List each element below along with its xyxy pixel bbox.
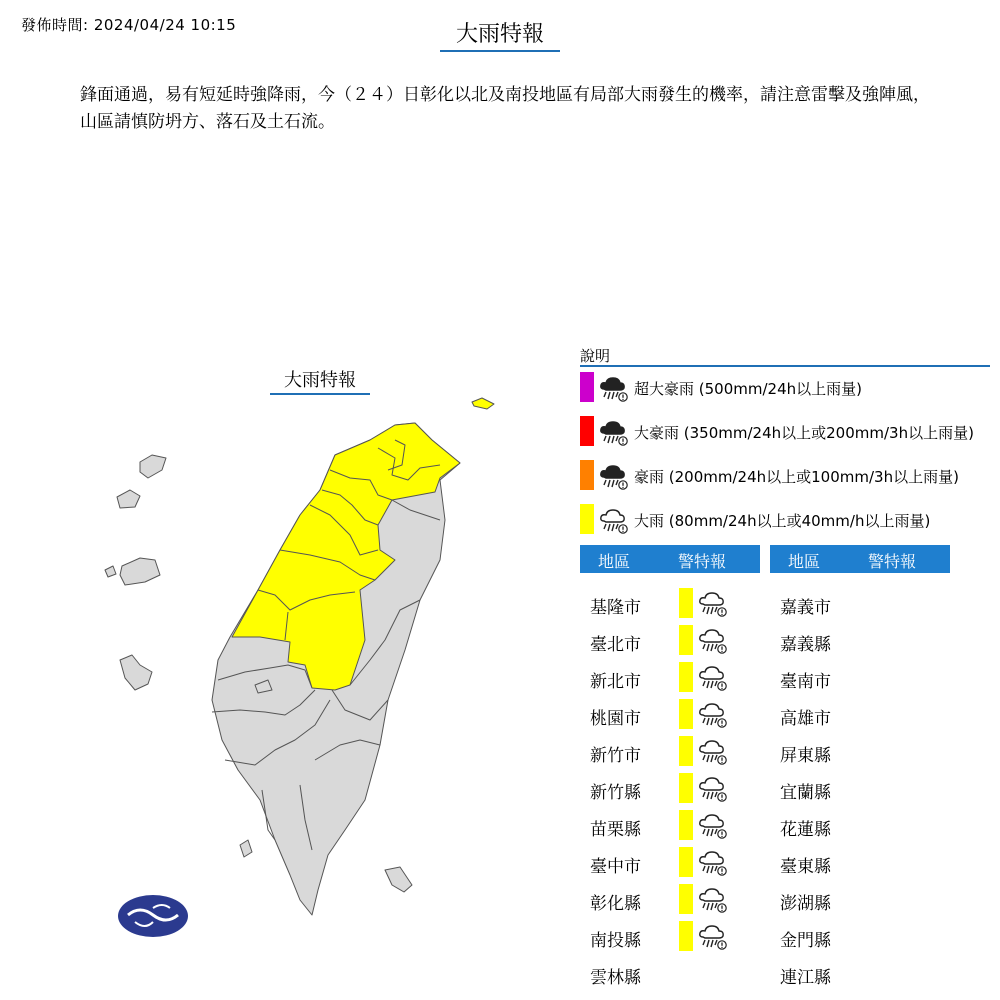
heavy-rain-icon bbox=[697, 588, 727, 618]
heavy-rain-icon bbox=[697, 662, 727, 692]
region-name: 臺東縣 bbox=[780, 857, 831, 877]
heavy-rain-icon bbox=[697, 884, 727, 914]
kinmen-islands bbox=[120, 558, 160, 585]
heavy-rain-icon bbox=[697, 736, 727, 766]
warning-level-bar bbox=[679, 810, 693, 840]
extreme-torrential-rain-icon bbox=[598, 373, 628, 403]
region-name: 臺北市 bbox=[590, 635, 641, 655]
warning-level-bar bbox=[679, 699, 693, 729]
warning-level-bar bbox=[679, 588, 693, 618]
legend-item bbox=[580, 460, 1000, 492]
warning-level-bar bbox=[679, 773, 693, 803]
heavy-rain-icon bbox=[697, 921, 727, 951]
legend-item bbox=[580, 416, 1000, 448]
extremely-heavy-rain-icon bbox=[598, 461, 628, 491]
region-name: 雲林縣 bbox=[590, 968, 641, 988]
legend-item bbox=[580, 504, 1000, 536]
region-name: 彰化縣 bbox=[590, 894, 641, 914]
region-name: 新竹縣 bbox=[590, 783, 641, 803]
table-header-left bbox=[580, 545, 760, 573]
table-header-right bbox=[770, 545, 950, 573]
warning-level-bar bbox=[679, 662, 693, 692]
region-name: 金門縣 bbox=[780, 931, 831, 951]
region-name: 臺中市 bbox=[590, 857, 641, 877]
region-name: 屏東縣 bbox=[780, 746, 831, 766]
header-warning: 警特報 bbox=[868, 552, 917, 571]
legend-swatch bbox=[580, 504, 594, 534]
legend-swatch bbox=[580, 372, 594, 402]
warning-level-bar bbox=[679, 847, 693, 877]
header-region: 地區 bbox=[788, 552, 821, 571]
heavy-rain-icon bbox=[697, 810, 727, 840]
taiwan-warning-map bbox=[95, 388, 505, 938]
warning-level-bar bbox=[679, 921, 693, 951]
legend-label: 大豪雨 (350mm/24h以上或200mm/3h以上雨量) bbox=[634, 424, 974, 442]
warning-level-bar bbox=[679, 736, 693, 766]
region-name: 桃園市 bbox=[590, 709, 641, 729]
warning-level-bar bbox=[679, 884, 693, 914]
legend-divider bbox=[580, 365, 990, 367]
xiaoliuqiu-island bbox=[240, 840, 252, 857]
region-name: 花蓮縣 bbox=[780, 820, 831, 840]
legend-label: 豪雨 (200mm/24h以上或100mm/3h以上雨量) bbox=[634, 468, 959, 486]
region-name: 高雄市 bbox=[780, 709, 831, 729]
torrential-rain-icon bbox=[598, 417, 628, 447]
header-region: 地區 bbox=[598, 552, 631, 571]
region-name: 苗栗縣 bbox=[590, 820, 641, 840]
legend-label: 超大豪雨 (500mm/24h以上雨量) bbox=[634, 380, 862, 398]
page-title: 大雨特報 bbox=[440, 17, 560, 52]
warning-description: 鋒面通過，易有短延時強降雨，今（２４）日彰化以北及南投地區有局部大雨發生的機率，請注意雷擊及強陣風，山區請慎防坍方、落石及土石流。 bbox=[80, 85, 930, 132]
legend-swatch bbox=[580, 416, 594, 446]
heavy-rain-icon bbox=[697, 847, 727, 877]
publish-time: 發佈時間: 2024/04/24 10:15 bbox=[21, 16, 237, 34]
cwa-logo bbox=[118, 895, 188, 937]
heavy-rain-icon bbox=[697, 773, 727, 803]
region-name: 臺南市 bbox=[780, 672, 831, 692]
legend-title: 說明 bbox=[580, 347, 611, 365]
region-name: 嘉義市 bbox=[780, 598, 831, 618]
kinmen-islands-2 bbox=[105, 566, 116, 577]
penghu-islands bbox=[120, 655, 152, 690]
header-warning: 警特報 bbox=[678, 552, 727, 571]
region-name: 澎湖縣 bbox=[780, 894, 831, 914]
region-name: 連江縣 bbox=[780, 968, 831, 988]
green-island bbox=[385, 867, 412, 892]
warning-level-bar bbox=[679, 625, 693, 655]
heavy-rain-icon bbox=[598, 505, 628, 535]
region-name: 基隆市 bbox=[590, 598, 641, 618]
region-name: 新竹市 bbox=[590, 746, 641, 766]
legend-swatch bbox=[580, 460, 594, 490]
legend-item bbox=[580, 372, 1000, 404]
guishan-island bbox=[472, 398, 494, 409]
heavy-rain-icon bbox=[697, 699, 727, 729]
heavy-rain-icon bbox=[697, 625, 727, 655]
legend-label: 大雨 (80mm/24h以上或40mm/h以上雨量) bbox=[634, 512, 931, 530]
region-name: 嘉義縣 bbox=[780, 635, 831, 655]
matsu-islands bbox=[140, 455, 166, 478]
region-name: 南投縣 bbox=[590, 931, 641, 951]
map-title: 大雨特報 bbox=[270, 366, 370, 395]
region-name: 新北市 bbox=[590, 672, 641, 692]
matsu-islands-2 bbox=[117, 490, 140, 508]
region-name: 宜蘭縣 bbox=[780, 783, 831, 803]
